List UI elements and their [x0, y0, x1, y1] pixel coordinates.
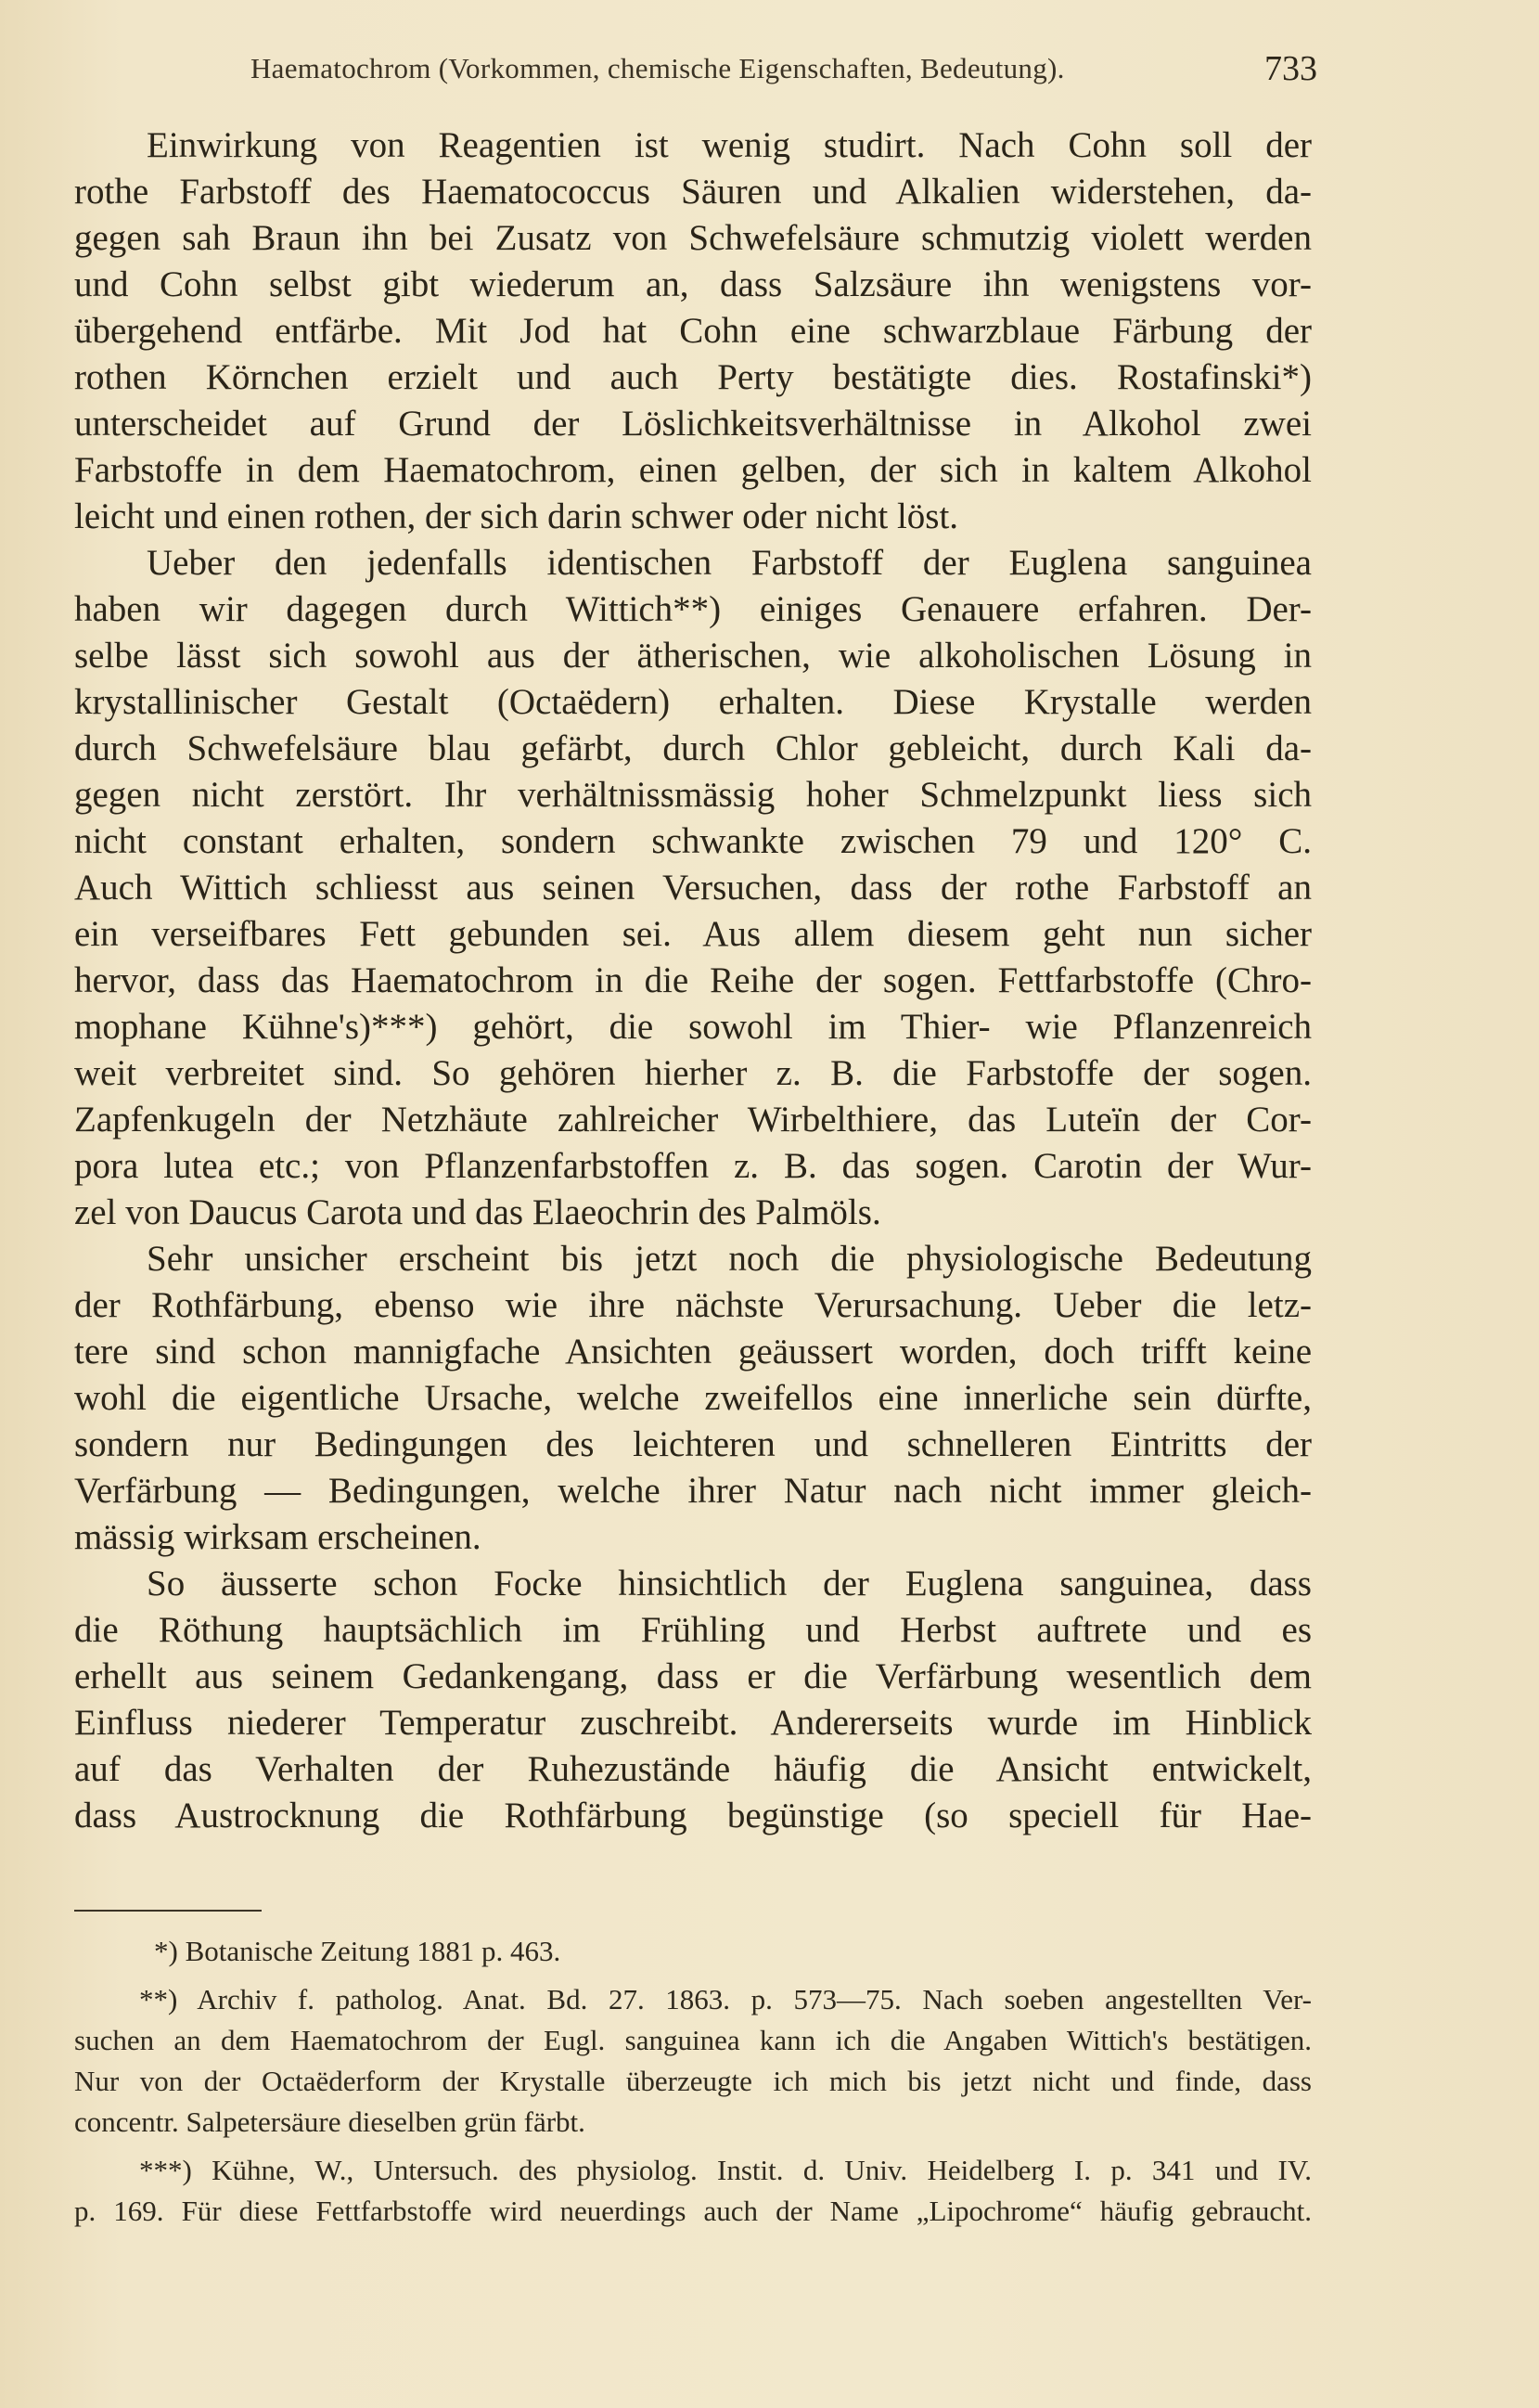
text-line: hervor, dass das Haematochrom in die Reihe der sogen. Fettfarbstoffe (Chro-	[74, 960, 1312, 1000]
text-line: Farbstoffe in dem Haematochrom, einen gelben, der sich in kaltem Alkohol	[74, 450, 1312, 490]
paragraph	[74, 122, 1312, 540]
footnote-line: concentr. Salpetersäure dieselben grün färbt.	[74, 2105, 585, 2138]
paragraph	[74, 1561, 1312, 1839]
text-line: selbe lässt sich sowohl aus der ätherischen, wie alkoholischen Lösung in	[74, 636, 1312, 676]
text-line: Verfärbung — Bedingungen, welche ihrer Natur nach nicht immer gleich-	[74, 1471, 1312, 1511]
text-line: wohl die eigentliche Ursache, welche zweifellos eine innerliche sein dürfte,	[74, 1378, 1312, 1418]
text-line: sondern nur Bedingungen des leichteren und schnelleren Eintritts der	[74, 1424, 1312, 1464]
text-line: übergehend entfärbe. Mit Jod hat Cohn eine schwarzblaue Färbung der	[74, 311, 1312, 351]
text-line: der Rothfärbung, ebenso wie ihre nächste Verursachung. Ueber die letz-	[74, 1285, 1312, 1325]
text-line: durch Schwefelsäure blau gefärbt, durch Chlor gebleicht, durch Kali da-	[74, 728, 1312, 768]
text-line: Auch Wittich schliesst aus seinen Versuchen, dass der rothe Farbstoff an	[74, 868, 1312, 908]
page-number: 733	[1264, 49, 1317, 88]
footnotes	[74, 1931, 1312, 2232]
text-line: haben wir dagegen durch Wittich**) einiges Genauere erfahren. Der-	[74, 589, 1312, 629]
text-line: unterscheidet auf Grund der Löslichkeitsverhältnisse in Alkohol zwei	[74, 404, 1312, 444]
footnote	[74, 1931, 1312, 1972]
text-line: und Cohn selbst gibt wiederum an, dass Salzsäure ihn wenigstens vor-	[74, 264, 1312, 304]
footnote	[74, 1979, 1312, 2143]
text-line: mässig wirksam erscheinen.	[74, 1517, 481, 1557]
text-line: weit verbreitet sind. So gehören hierher z. B. die Farbstoffe der sogen.	[74, 1053, 1312, 1093]
footnote-line: *) Botanische Zeitung 1881 p. 463.	[154, 1935, 561, 1967]
text-line: rothe Farbstoff des Haematococcus Säuren und Alkalien widerstehen, da-	[74, 172, 1312, 212]
text-line: So äusserte schon Focke hinsichtlich der Euglena sanguinea, dass	[147, 1564, 1312, 1603]
footnote-line: Nur von der Octaëderform der Krystalle überzeugte ich mich bis jetzt nicht und finde, dass	[74, 2065, 1312, 2097]
footnote-line: p. 169. Für diese Fettfarbstoffe wird neuerdings auch der Name „Lipochrome“ häufig gebraucht.	[74, 2195, 1312, 2227]
text-line: zel von Daucus Carota und das Elaeochrin des Palmöls.	[74, 1192, 881, 1232]
text-line: tere sind schon mannigfache Ansichten geäussert worden, doch trifft keine	[74, 1332, 1312, 1371]
text-line: leicht und einen rothen, der sich darin schwer oder nicht löst.	[74, 496, 959, 536]
footnote-line: ***) Kühne, W., Untersuch. des physiolog. Instit. d. Univ. Heidelberg I. p. 341 und IV.	[139, 2154, 1312, 2186]
text-line: gegen sah Braun ihn bei Zusatz von Schwefelsäure schmutzig violett werden	[74, 218, 1312, 258]
text-line: krystallinischer Gestalt (Octaëdern) erhalten. Diese Krystalle werden	[74, 682, 1312, 722]
running-header	[74, 48, 1317, 95]
text-line: die Röthung hauptsächlich im Frühling und Herbst auftrete und es	[74, 1610, 1312, 1650]
footnote-rule	[74, 1910, 262, 1912]
footnote-line: suchen an dem Haematochrom der Eugl. sanguinea kann ich die Angaben Wittich's bestätigen.	[74, 2024, 1312, 2056]
paragraph	[74, 1236, 1312, 1561]
text-line: erhellt aus seinem Gedankengang, dass er die Verfärbung wesentlich dem	[74, 1656, 1312, 1696]
text-line: Sehr unsicher erscheint bis jetzt noch die physiologische Bedeutung	[147, 1239, 1312, 1279]
running-title: Haematochrom (Vorkommen, chemische Eigenschaften, Bedeutung).	[250, 52, 1065, 84]
text-line: ein verseifbares Fett gebunden sei. Aus allem diesem geht nun sicher	[74, 914, 1312, 954]
text-line: auf das Verhalten der Ruhezustände häufig die Ansicht entwickelt,	[74, 1749, 1312, 1789]
body-text	[74, 122, 1312, 1839]
text-line: pora lutea etc.; von Pflanzenfarbstoffen z. B. das sogen. Carotin der Wur-	[74, 1146, 1312, 1186]
text-line: rothen Körnchen erzielt und auch Perty bestätigte dies. Rostafinski*)	[74, 357, 1312, 397]
text-line: mophane Kühne's)***) gehört, die sowohl im Thier- wie Pflanzenreich	[74, 1007, 1312, 1047]
footnote-line: **) Archiv f. patholog. Anat. Bd. 27. 1863. p. 573—75. Nach soeben angestellten Ver-	[139, 1983, 1312, 2015]
text-line: dass Austrocknung die Rothfärbung begünstige (so speciell für Hae-	[74, 1796, 1312, 1835]
text-line: nicht constant erhalten, sondern schwankte zwischen 79 und 120° C.	[74, 821, 1312, 861]
text-line: gegen nicht zerstört. Ihr verhältnissmässig hoher Schmelzpunkt liess sich	[74, 775, 1312, 815]
footnote	[74, 2150, 1312, 2232]
paragraph	[74, 540, 1312, 1236]
text-line: Ueber den jedenfalls identischen Farbstoff der Euglena sanguinea	[147, 543, 1312, 583]
text-line: Einwirkung von Reagentien ist wenig studirt. Nach Cohn soll der	[147, 125, 1312, 165]
text-line: Zapfenkugeln der Netzhäute zahlreicher Wirbelthiere, das Luteïn der Cor-	[74, 1100, 1312, 1140]
text-line: Einfluss niederer Temperatur zuschreibt. Andererseits wurde im Hinblick	[74, 1703, 1312, 1743]
